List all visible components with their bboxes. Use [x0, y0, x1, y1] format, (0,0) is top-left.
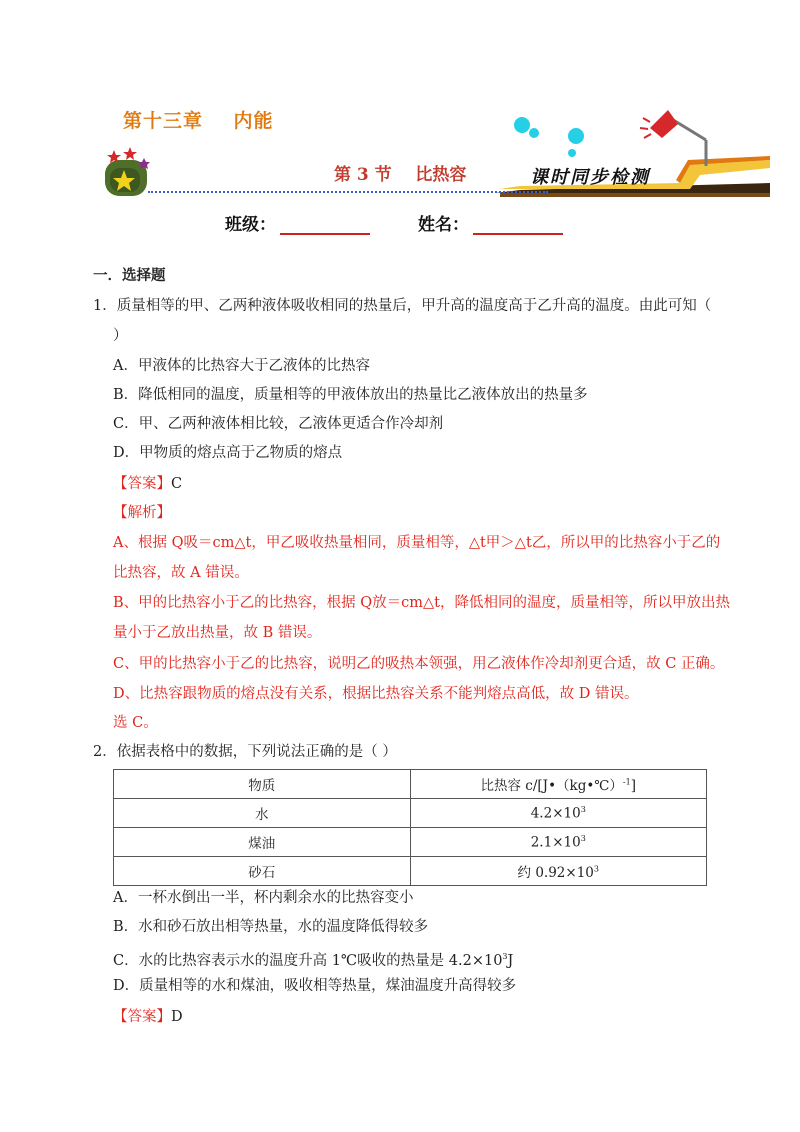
- q1-analysis-line4: 量小于乙放出热量，故 B 错误。: [113, 625, 322, 641]
- cell-value: 约 $0.92\times 10^3$: [410, 857, 707, 886]
- q1-analysis-line6: D、比热容跟物质的熔点没有关系，根据比热容关系不能判熔点高低，故 D 错误。: [113, 686, 639, 702]
- chapter-title: 第十三章 内能: [123, 110, 274, 132]
- desk-lamp-icon: [640, 110, 706, 166]
- q1-option-d: D．甲物质的熔点高于乙物质的熔点: [113, 445, 343, 461]
- name-blank[interactable]: [473, 215, 563, 235]
- q1-conclusion: 选 C。: [113, 715, 158, 731]
- name-field: [418, 210, 563, 235]
- q2-option-c: C．水的比热容表示水的温度升高 1℃吸收的热量是 $4.2\times 10^3J$: [113, 952, 514, 969]
- q2-answer-value: D: [171, 1009, 183, 1025]
- cell-substance: 水: [114, 799, 411, 828]
- name-label: 姓名：: [418, 215, 469, 235]
- header-divider: [148, 191, 548, 193]
- q2-option-b: B．水和砂石放出相等热量，水的温度降低得较多: [113, 919, 429, 935]
- cell-substance: 砂石: [114, 857, 411, 886]
- q1-analysis-line1: A、根据 Q吸＝cm△t，甲乙吸收热量相同，质量相等，△t甲＞△t乙，所以甲的比热容小于乙的: [113, 535, 721, 551]
- q1-answer: [113, 474, 182, 494]
- q2-stem: 2．依据表格中的数据，下列说法正确的是（ ）: [93, 744, 397, 760]
- q1-option-c: C．甲、乙两种液体相比较，乙液体更适合作冷却剂: [113, 416, 444, 432]
- cell-value: $4.2\times 10^3$: [410, 799, 707, 828]
- class-field: [225, 210, 370, 235]
- specific-heat-table: [113, 769, 707, 886]
- q2-answer: [113, 1007, 183, 1027]
- section-heading: 一．选择题: [93, 267, 166, 284]
- class-blank[interactable]: [280, 215, 370, 235]
- q1-analysis-line5: C、甲的比热容小于乙的比热容，说明乙的吸热本领强，用乙液体作冷却剂更合适，故 C 正确。: [113, 656, 725, 672]
- header-specific-heat: 比热容 c/[J•（kg•℃）$^{-1}$]: [410, 770, 707, 799]
- bubbles-icon: [514, 117, 584, 157]
- class-label: 班级：: [225, 215, 276, 235]
- q1-analysis-tag: 【解析】: [113, 505, 171, 521]
- section-title: 第 3 节 比热容: [334, 165, 467, 185]
- star-badge-icon: [105, 147, 150, 196]
- q1-stem-line2: ）: [113, 328, 128, 344]
- cell-substance: 煤油: [114, 828, 411, 857]
- q1-answer-tag: 【答案】: [113, 476, 171, 492]
- table-row: [114, 799, 707, 828]
- q2-answer-tag: 【答案】: [113, 1009, 171, 1025]
- banner-text: 课时同步检测: [530, 167, 650, 188]
- q1-analysis-line3: B、甲的比热容小于乙的比热容，根据 Q放＝cm△t，降低相同的温度，质量相等，所以甲放出热: [113, 595, 730, 611]
- q1-analysis-line2: 比热容，故 A 错误。: [113, 565, 249, 581]
- q2-option-a: A．一杯水倒出一半，杯内剩余水的比热容变小: [113, 890, 414, 906]
- cell-value: $2.1\times 10^3$: [410, 828, 707, 857]
- q2-option-d: D．质量相等的水和煤油，吸收相等热量，煤油温度升高得较多: [113, 978, 517, 994]
- table-row: [114, 828, 707, 857]
- q1-stem-line1: 1．质量相等的甲、乙两种液体吸收相同的热量后，甲升高的温度高于乙升高的温度。由此可知（: [93, 298, 712, 314]
- q1-option-b: B．降低相同的温度，质量相等的甲液体放出的热量比乙液体放出的热量多: [113, 387, 588, 403]
- table-row: [114, 857, 707, 886]
- q1-answer-value: C: [171, 476, 183, 492]
- header-substance: 物质: [114, 770, 411, 799]
- table-header-row: [114, 770, 707, 799]
- q1-option-a: A．甲液体的比热容大于乙液体的比热容: [113, 358, 370, 374]
